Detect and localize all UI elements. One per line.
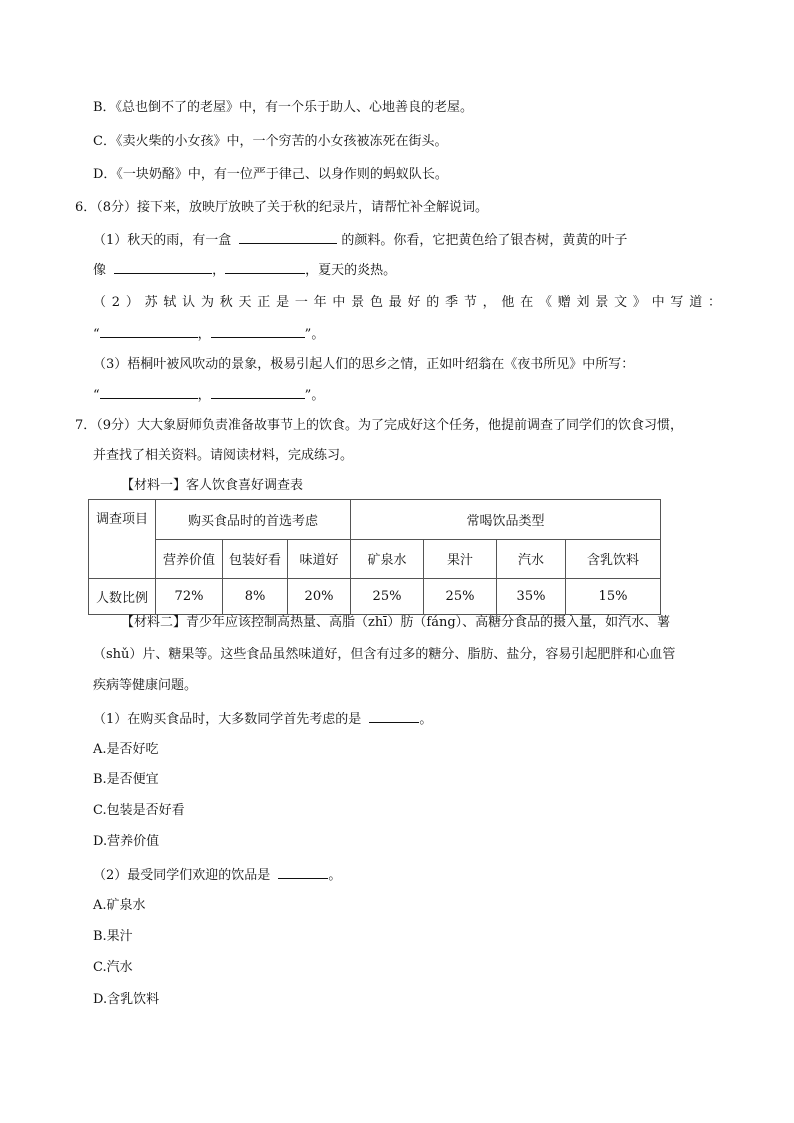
q6-blank-3[interactable]	[225, 259, 305, 274]
table-col-header: 营养价值	[156, 539, 223, 579]
table-cell: 25%	[424, 579, 497, 615]
q7-sub1-end: 。	[419, 712, 433, 727]
q7-sub2-blank[interactable]	[278, 864, 328, 879]
q6-part1-text-c: 像	[93, 263, 107, 278]
table-col-header: 含乳饮料	[566, 539, 661, 579]
q6-part2-close-quote: ”。	[304, 327, 325, 342]
table-row	[89, 539, 661, 579]
table-cell: 15%	[566, 579, 661, 615]
table-group-purchase: 购买食品时的首选考虑	[156, 500, 351, 540]
table-col-header: 矿泉水	[351, 539, 424, 579]
q6-part2-line2	[93, 323, 324, 345]
q7-sub2-option-d[interactable]: D.含乳饮料	[93, 992, 160, 1007]
table-cell: 25%	[351, 579, 424, 615]
q6-part1-sep: ，	[212, 263, 226, 278]
table-cell: 20%	[288, 579, 351, 615]
q6-part3-close-quote: ”。	[304, 388, 325, 403]
q5-option-b: B．《总也倒不了的老屋》中，有一个乐于助人、心地善良的老屋。	[93, 100, 474, 115]
q6-part1-text-d: ，夏天的炎热。	[305, 263, 397, 278]
survey-table	[88, 499, 661, 615]
q7-sub2-text: （2）最受同学们欢迎的饮品是	[93, 868, 271, 883]
q7-stem-line1: 7．（9分）大大象厨师负责准备故事节上的饮食。为了完成好这个任务，他提前调查了同学们的饮食习惯，	[75, 418, 684, 433]
q7-sub1-option-a[interactable]: A.是否好吃	[93, 742, 159, 757]
q6-part3-line2	[93, 384, 324, 406]
table-row	[89, 500, 661, 540]
q7-stem-line2: 并查找了相关资料。请阅读材料，完成练习。	[93, 448, 354, 463]
q6-part2-sep: ，	[197, 327, 211, 342]
q7-sub1-option-c[interactable]: C.包装是否好看	[93, 803, 185, 818]
q6-blank-6[interactable]	[100, 384, 198, 399]
q6-part2-line1: （2）苏轼认为秋天正是一年中景色最好的季节，他在《赠刘景文》中写道：	[93, 295, 721, 310]
q6-part1-text-b: 的颜料。你看，它把黄色给了银杏树，黄黄的叶子	[341, 233, 628, 248]
q6-stem: 6．（8分）接下来，放映厅放映了关于秋的纪录片，请帮忙补全解说词。	[75, 200, 489, 215]
table-col-header: 味道好	[288, 539, 351, 579]
table-col-header: 包装好看	[223, 539, 288, 579]
q7-sub2-option-b[interactable]: B.果汁	[93, 929, 133, 944]
material2-line3: 疾病等健康问题。	[93, 678, 198, 693]
table-cell: 8%	[223, 579, 288, 615]
table-col-header: 果汁	[424, 539, 497, 579]
q7-sub2-end: 。	[328, 868, 342, 883]
material2-line1: 【材料二】青少年应该控制高热量、高脂（zhī）肪（fáng）、高糖分食品的摄入量，如汽水、薯	[121, 615, 671, 630]
q6-blank-5[interactable]	[211, 323, 305, 338]
table-group-drinks: 常喝饮品类型	[351, 500, 661, 540]
q6-part1-line1	[93, 229, 627, 251]
material2-line2: （shǔ）片、糖果等。这些食品虽然味道好，但含有过多的糖分、脂肪、盐分，容易引起肥胖和心血管	[93, 647, 676, 662]
table-cell: 35%	[497, 579, 566, 615]
q7-sub2-option-c[interactable]: C.汽水	[93, 960, 133, 975]
q6-part1-text-a: （1）秋天的雨，有一盒	[93, 233, 232, 248]
q6-part2-open-quote: “	[93, 327, 100, 342]
q7-sub1-question	[93, 708, 432, 730]
q6-blank-7[interactable]	[211, 384, 305, 399]
q6-part3-sep: ，	[197, 388, 211, 403]
q6-blank-4[interactable]	[100, 323, 198, 338]
q5-option-c: C．《卖火柴的小女孩》中，一个穷苦的小女孩被冻死在街头。	[93, 134, 448, 149]
table-cell: 72%	[156, 579, 223, 615]
table-row	[89, 579, 661, 615]
q7-sub1-blank[interactable]	[369, 708, 419, 723]
q7-sub1-option-b[interactable]: B.是否便宜	[93, 772, 159, 787]
q5-option-d: D．《一块奶酪》中，有一位严于律己、以身作则的蚂蚁队长。	[93, 167, 448, 182]
q6-blank-2[interactable]	[114, 259, 212, 274]
table-row-label: 人数比例	[89, 579, 156, 615]
material1-title: 【材料一】客人饮食喜好调查表	[121, 478, 304, 493]
q6-part1-line2	[93, 259, 396, 281]
q6-blank-1[interactable]	[239, 229, 337, 244]
q7-sub2-question	[93, 864, 341, 886]
q7-sub2-option-a[interactable]: A.矿泉水	[93, 898, 146, 913]
q7-sub1-text: （1）在购买食品时，大多数同学首先考虑的是	[93, 712, 362, 727]
table-row-header: 调查项目	[89, 500, 156, 579]
q7-sub1-option-d[interactable]: D.营养价值	[93, 834, 160, 849]
q6-part3-open-quote: “	[93, 388, 100, 403]
q6-part3-line1: （3）梧桐叶被风吹动的景象，极易引起人们的思乡之情，正如叶绍翁在《夜书所见》中所写：	[93, 357, 635, 372]
table-col-header: 汽水	[497, 539, 566, 579]
